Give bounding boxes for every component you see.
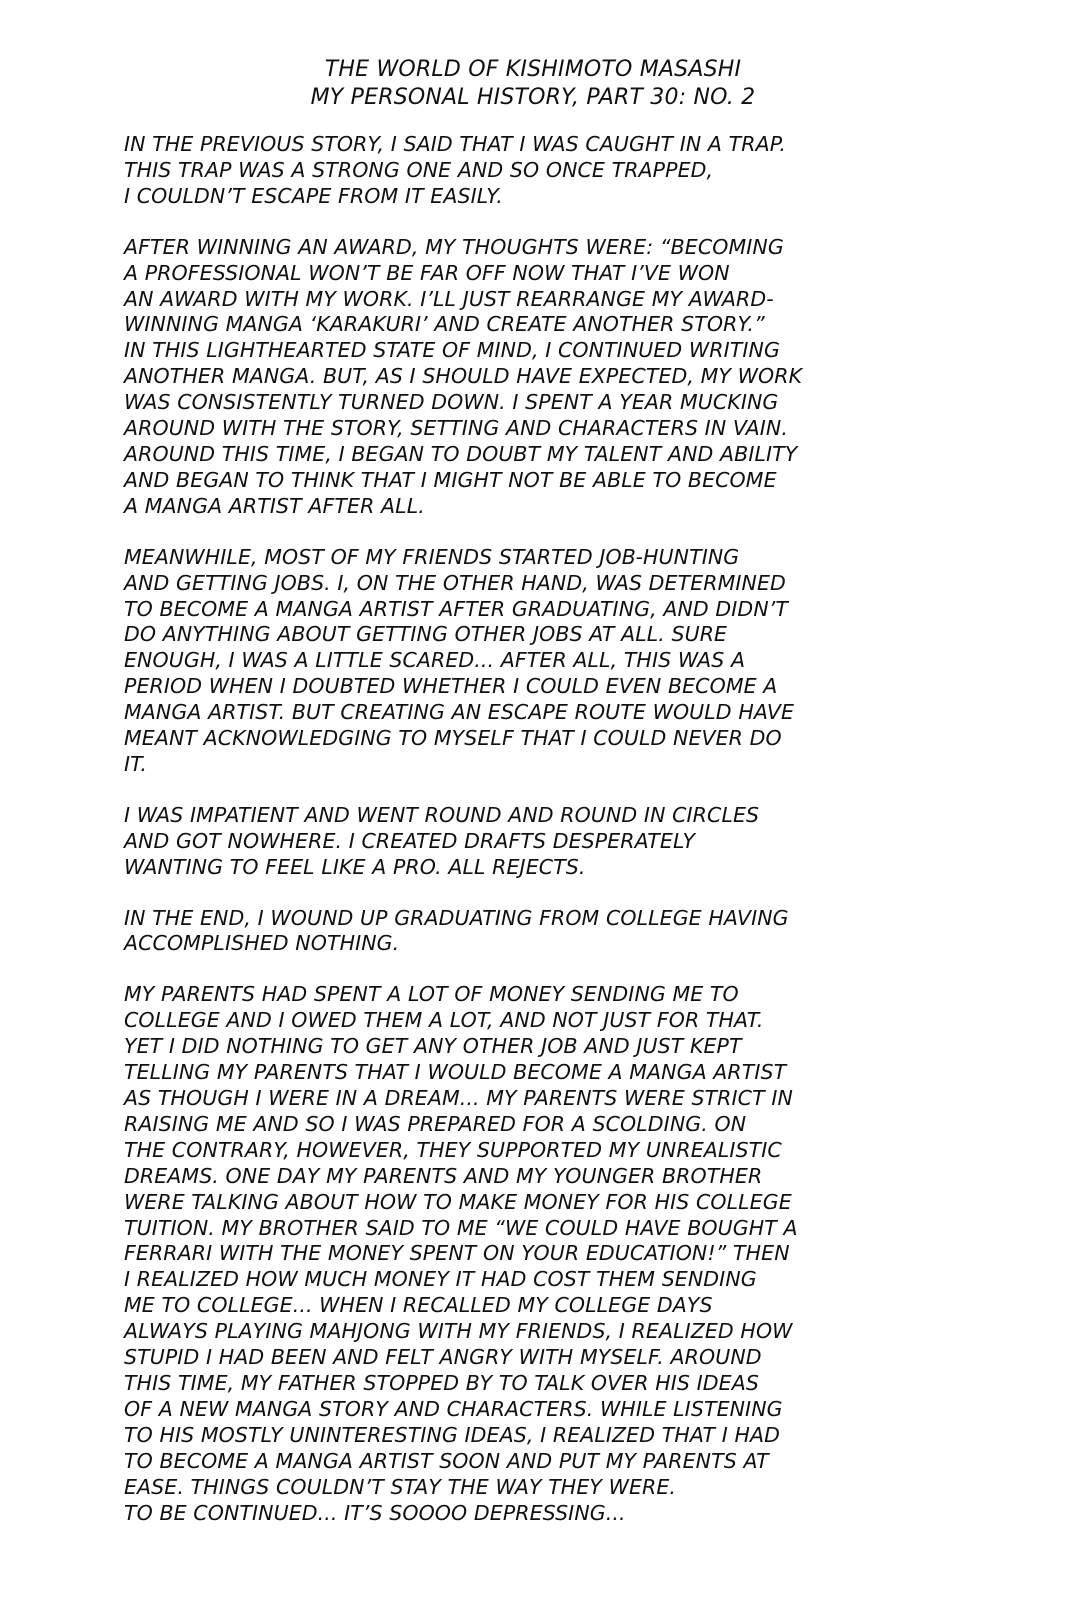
text-line: AROUND THIS TIME, I BEGAN TO DOUBT MY TALENT AND ABILITY [124, 441, 798, 466]
text-line: A PROFESSIONAL WON’T BE FAR OFF NOW THAT I’VE WON [124, 260, 730, 285]
text-line: ME TO COLLEGE... WHEN I RECALLED MY COLLEGE DAYS [124, 1293, 713, 1318]
text-line: MEANT ACKNOWLEDGING TO MYSELF THAT I COULD NEVER DO [124, 726, 782, 751]
text-line: ALWAYS PLAYING MAHJONG WITH MY FRIENDS, I REALIZED HOW [124, 1319, 793, 1344]
text-line: A MANGA ARTIST AFTER ALL. [124, 493, 425, 518]
text-line: ACCOMPLISHED NOTHING. [124, 931, 400, 956]
text-line: OF A NEW MANGA STORY AND CHARACTERS. WHILE LISTENING [124, 1396, 783, 1421]
page-title [0, 56, 1066, 112]
text-line: ANOTHER MANGA. BUT, AS I SHOULD HAVE EXPECTED, MY WORK [124, 364, 803, 389]
text-line: AND GETTING JOBS. I, ON THE OTHER HAND, WAS DETERMINED [124, 570, 786, 595]
text-line: AND GOT NOWHERE. I CREATED DRAFTS DESPERATELY [124, 828, 696, 853]
text-line: IN THIS LIGHTHEARTED STATE OF MIND, I CONTINUED WRITING [124, 338, 780, 363]
text-line: THE CONTRARY, HOWEVER, THEY SUPPORTED MY UNREALISTIC [124, 1137, 782, 1162]
text-line: TO BECOME A MANGA ARTIST SOON AND PUT MY PARENTS AT [124, 1448, 769, 1473]
text-line: DO ANYTHING ABOUT GETTING OTHER JOBS AT ALL. SURE [124, 622, 728, 647]
text-line: MEANWHILE, MOST OF MY FRIENDS STARTED JOB-HUNTING [124, 544, 740, 569]
text-line: PERIOD WHEN I DOUBTED WHETHER I COULD EVEN BECOME A [124, 674, 778, 699]
text-line: IN THE END, I WOUND UP GRADUATING FROM COLLEGE HAVING [124, 905, 789, 930]
paragraph-1 [124, 132, 944, 210]
text-line: FERRARI WITH THE MONEY SPENT ON YOUR EDUCATION!” THEN [124, 1241, 790, 1266]
text-line: AS THOUGH I WERE IN A DREAM... MY PARENTS WERE STRICT IN [124, 1086, 793, 1110]
text-line: MY PARENTS HAD SPENT A LOT OF MONEY SENDING ME TO [124, 982, 739, 1007]
text-line: COLLEGE AND I OWED THEM A LOT, AND NOT JUST FOR THAT. [124, 1008, 764, 1033]
text-line: RAISING ME AND SO I WAS PREPARED FOR A SCOLDING. ON [124, 1111, 747, 1136]
text-line: AND BEGAN TO THINK THAT I MIGHT NOT BE ABLE TO BECOME [124, 467, 777, 492]
text-line: AN AWARD WITH MY WORK. I’LL JUST REARRANGE MY AWARD- [124, 286, 774, 311]
text-line: WANTING TO FEEL LIKE A PRO. ALL REJECTS. [124, 854, 586, 879]
article-body [124, 132, 944, 1551]
text-line: AROUND WITH THE STORY, SETTING AND CHARACTERS IN VAIN. [124, 416, 788, 441]
text-line: WAS CONSISTENTLY TURNED DOWN. I SPENT A YEAR MUCKING [124, 390, 779, 415]
text-line: YET I DID NOTHING TO GET ANY OTHER JOB AND JUST KEPT [124, 1034, 742, 1059]
text-line: I WAS IMPATIENT AND WENT ROUND AND ROUND IN CIRCLES [124, 802, 760, 827]
text-line: THIS TIME, MY FATHER STOPPED BY TO TALK OVER HIS IDEAS [124, 1370, 759, 1395]
text-line: STUPID I HAD BEEN AND FELT ANGRY WITH MYSELF. AROUND [124, 1345, 762, 1370]
text-line: IN THE PREVIOUS STORY, I SAID THAT I WAS CAUGHT IN A TRAP. [124, 132, 787, 156]
text-line: TO BE CONTINUED... IT’S SOOOO DEPRESSING... [124, 1500, 626, 1525]
paragraph-6 [124, 982, 944, 1526]
paragraph-5 [124, 906, 944, 958]
paragraph-3 [124, 545, 944, 778]
title-line-1: THE WORLD OF KISHIMOTO MASASHI [324, 57, 742, 82]
text-line: THIS TRAP WAS A STRONG ONE AND SO ONCE TRAPPED, [124, 157, 714, 182]
text-line: TUITION. MY BROTHER SAID TO ME “WE COULD HAVE BOUGHT A [124, 1215, 798, 1240]
paragraph-4 [124, 803, 944, 881]
title-line-2: MY PERSONAL HISTORY, PART 30: NO. 2 [310, 85, 756, 110]
text-line: WERE TALKING ABOUT HOW TO MAKE MONEY FOR HIS COLLEGE [124, 1189, 792, 1214]
text-line: DREAMS. ONE DAY MY PARENTS AND MY YOUNGER BROTHER [124, 1163, 763, 1188]
text-line: TO BECOME A MANGA ARTIST AFTER GRADUATING, AND DIDN’T [124, 596, 788, 621]
text-line: IT. [124, 751, 147, 776]
text-line: ENOUGH, I WAS A LITTLE SCARED... AFTER ALL, THIS WAS A [124, 648, 746, 673]
text-line: MANGA ARTIST. BUT CREATING AN ESCAPE ROUTE WOULD HAVE [124, 700, 795, 725]
text-line: EASE. THINGS COULDN’T STAY THE WAY THEY WERE. [124, 1474, 677, 1499]
text-line: TELLING MY PARENTS THAT I WOULD BECOME A MANGA ARTIST [124, 1060, 787, 1085]
text-line: I COULDN’T ESCAPE FROM IT EASILY. [124, 183, 503, 208]
text-line: TO HIS MOSTLY UNINTERESTING IDEAS, I REALIZED THAT I HAD [124, 1422, 781, 1447]
paragraph-2 [124, 235, 944, 520]
text-line: AFTER WINNING AN AWARD, MY THOUGHTS WERE: “BECOMING [124, 234, 784, 259]
text-line: I REALIZED HOW MUCH MONEY IT HAD COST THEM SENDING [124, 1267, 757, 1292]
text-line: WINNING MANGA ‘KARAKURI’ AND CREATE ANOTHER STORY.” [124, 312, 765, 337]
